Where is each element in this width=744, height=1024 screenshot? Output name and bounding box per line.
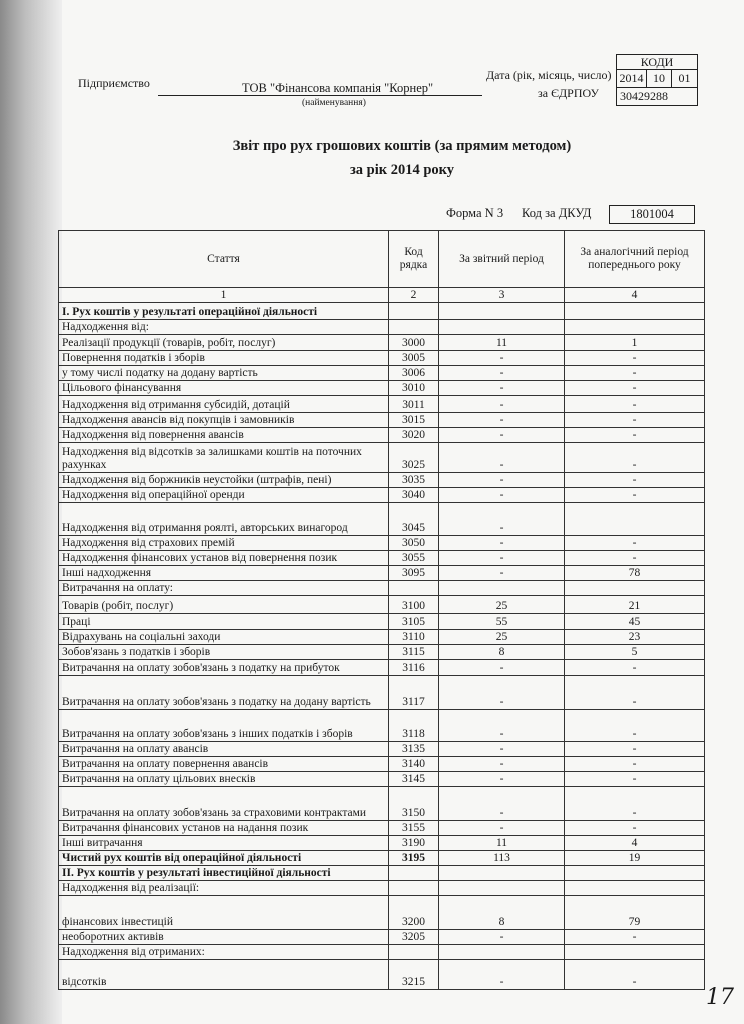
row-code: 3040: [389, 488, 439, 503]
row-previous-value: -: [565, 757, 705, 772]
row-label: Зобов'язань з податків і зборів: [59, 645, 389, 660]
row-current-value: -: [439, 503, 565, 536]
row-previous-value: -: [565, 536, 705, 551]
row-label: Надходження фінансових установ від повернення позик: [59, 551, 389, 566]
row-current-value: -: [439, 351, 565, 366]
row-label: відсотків: [59, 960, 389, 990]
row-previous-value: [565, 503, 705, 536]
row-previous-value: 4: [565, 836, 705, 851]
header-current: За звітний період: [439, 231, 565, 288]
table-row: [59, 930, 705, 945]
row-current-value: -: [439, 787, 565, 821]
edrpou-code: 30429288: [620, 89, 668, 103]
row-previous-value: -: [565, 742, 705, 757]
row-current-value: 8: [439, 896, 565, 930]
row-current-value: -: [439, 413, 565, 428]
row-previous-value: -: [565, 660, 705, 676]
row-label: Витрачання на оплату:: [59, 581, 389, 596]
row-previous-value: -: [565, 413, 705, 428]
row-current-value: -: [439, 566, 565, 581]
table-row: [59, 896, 705, 930]
table-row: [59, 945, 705, 960]
column-number: 2: [389, 288, 439, 303]
row-current-value: 55: [439, 614, 565, 630]
date-year: 2014: [617, 70, 647, 88]
date-label: Дата (рік, місяць, число): [486, 68, 612, 82]
row-label: Надходження від:: [59, 320, 389, 335]
row-label: Витрачання фінансових установ на надання позик: [59, 821, 389, 836]
row-current-value: -: [439, 710, 565, 742]
table-row: [59, 366, 705, 381]
row-current-value: -: [439, 488, 565, 503]
row-previous-value: -: [565, 473, 705, 488]
row-current-value: -: [439, 676, 565, 710]
column-number-row: [59, 288, 705, 303]
row-current-value: -: [439, 536, 565, 551]
row-code: [389, 881, 439, 896]
row-current-value: -: [439, 551, 565, 566]
row-previous-value: [565, 303, 705, 320]
table-row: [59, 503, 705, 536]
table-row: [59, 396, 705, 413]
row-label: Повернення податків і зборів: [59, 351, 389, 366]
row-code: [389, 945, 439, 960]
row-label: Реалізації продукції (товарів, робіт, послуг): [59, 335, 389, 351]
row-label: Товарів (робіт, послуг): [59, 596, 389, 614]
row-current-value: [439, 945, 565, 960]
row-label: Надходження від страхових премій: [59, 536, 389, 551]
row-code: 3025: [389, 443, 439, 473]
row-code: 3116: [389, 660, 439, 676]
row-previous-value: -: [565, 821, 705, 836]
row-previous-value: -: [565, 676, 705, 710]
row-label: фінансових інвестицій: [59, 896, 389, 930]
company-name: ТОВ "Фінансова компанія "Корнер": [242, 81, 434, 95]
dkud-code: 1801004: [609, 205, 695, 224]
table-row: [59, 488, 705, 503]
row-label: I. Рух коштів у результаті операційної діяльності: [59, 303, 389, 320]
row-current-value: -: [439, 428, 565, 443]
row-previous-value: 79: [565, 896, 705, 930]
row-current-value: -: [439, 443, 565, 473]
row-current-value: 25: [439, 596, 565, 614]
table-row: [59, 836, 705, 851]
table-row: [59, 443, 705, 473]
row-label: Надходження від боржників неустойки (штрафів, пені): [59, 473, 389, 488]
row-code: 3205: [389, 930, 439, 945]
row-current-value: -: [439, 366, 565, 381]
row-label: Інші надходження: [59, 566, 389, 581]
row-label: Витрачання на оплату повернення авансів: [59, 757, 389, 772]
row-label: Витрачання на оплату авансів: [59, 742, 389, 757]
row-previous-value: -: [565, 488, 705, 503]
row-previous-value: -: [565, 428, 705, 443]
row-code: 3195: [389, 851, 439, 866]
table-row: [59, 335, 705, 351]
row-code: 3140: [389, 757, 439, 772]
row-code: 3115: [389, 645, 439, 660]
row-code: 3155: [389, 821, 439, 836]
row-current-value: -: [439, 757, 565, 772]
table-row: [59, 351, 705, 366]
row-label: Відрахувань на соціальні заходи: [59, 630, 389, 645]
row-current-value: [439, 866, 565, 881]
row-code: 3190: [389, 836, 439, 851]
row-current-value: -: [439, 821, 565, 836]
row-code: 3145: [389, 772, 439, 787]
row-code: 3000: [389, 335, 439, 351]
row-previous-value: -: [565, 381, 705, 396]
table-row: [59, 660, 705, 676]
table-row: [59, 596, 705, 614]
row-label: Надходження від повернення авансів: [59, 428, 389, 443]
row-code: 3015: [389, 413, 439, 428]
row-code: 3011: [389, 396, 439, 413]
column-number: 4: [565, 288, 705, 303]
row-code: 3020: [389, 428, 439, 443]
row-label: Чистий рух коштів від операційної діяльності: [59, 851, 389, 866]
row-code: 3050: [389, 536, 439, 551]
company-name-underline: [158, 95, 482, 96]
table-header-row: [59, 231, 705, 288]
table-row: [59, 851, 705, 866]
row-current-value: -: [439, 473, 565, 488]
edrpou-label: за ЄДРПОУ: [538, 86, 600, 100]
codes-box: [616, 54, 698, 106]
row-label: необоротних активів: [59, 930, 389, 945]
row-code: 3010: [389, 381, 439, 396]
column-number: 3: [439, 288, 565, 303]
row-current-value: 25: [439, 630, 565, 645]
table-row: [59, 742, 705, 757]
date-day: 01: [672, 70, 697, 88]
row-code: 3006: [389, 366, 439, 381]
name-caption: (найменування): [302, 98, 366, 108]
row-previous-value: -: [565, 710, 705, 742]
row-code: [389, 303, 439, 320]
table-row: [59, 581, 705, 596]
row-previous-value: [565, 320, 705, 335]
row-label: Надходження від отриманих:: [59, 945, 389, 960]
row-code: 3005: [389, 351, 439, 366]
cash-flow-table: [58, 230, 705, 990]
header-article: Стаття: [59, 231, 389, 288]
row-label: Праці: [59, 614, 389, 630]
row-code: 3150: [389, 787, 439, 821]
row-code: 3200: [389, 896, 439, 930]
row-previous-value: -: [565, 787, 705, 821]
table-row: [59, 772, 705, 787]
row-label: у тому числі податку на додану вартість: [59, 366, 389, 381]
table-row: [59, 960, 705, 990]
header-code: Код рядка: [389, 231, 439, 288]
dkud-label: Код за ДКУД: [522, 206, 592, 220]
row-previous-value: -: [565, 930, 705, 945]
row-previous-value: 5: [565, 645, 705, 660]
row-label: Витрачання на оплату зобов'язань з інших податків і зборів: [59, 710, 389, 742]
row-code: 3117: [389, 676, 439, 710]
table-row: [59, 614, 705, 630]
row-code: 3055: [389, 551, 439, 566]
row-previous-value: [565, 581, 705, 596]
row-code: 3035: [389, 473, 439, 488]
row-current-value: 8: [439, 645, 565, 660]
table-row: [59, 821, 705, 836]
column-number: 1: [59, 288, 389, 303]
table-row: [59, 881, 705, 896]
row-current-value: -: [439, 381, 565, 396]
row-label: Витрачання на оплату цільових внесків: [59, 772, 389, 787]
row-code: 3118: [389, 710, 439, 742]
row-label: II. Рух коштів у результаті інвестиційної діяльності: [59, 866, 389, 881]
table-row: [59, 757, 705, 772]
row-previous-value: 21: [565, 596, 705, 614]
table-row: [59, 710, 705, 742]
row-previous-value: 23: [565, 630, 705, 645]
row-current-value: -: [439, 772, 565, 787]
table-row: [59, 413, 705, 428]
table-row: [59, 473, 705, 488]
form-label: Форма N 3: [446, 206, 504, 220]
table-row: [59, 303, 705, 320]
table-row: [59, 645, 705, 660]
row-previous-value: 78: [565, 566, 705, 581]
table-row: [59, 566, 705, 581]
row-label: Надходження від реалізації:: [59, 881, 389, 896]
row-current-value: -: [439, 930, 565, 945]
row-previous-value: -: [565, 396, 705, 413]
row-code: 3105: [389, 614, 439, 630]
row-current-value: 113: [439, 851, 565, 866]
row-previous-value: -: [565, 366, 705, 381]
row-label: Витрачання на оплату зобов'язань з податку на додану вартість: [59, 676, 389, 710]
handwritten-page-number: 17: [706, 985, 734, 1010]
row-code: 3135: [389, 742, 439, 757]
table-row: [59, 551, 705, 566]
binding-shadow: [0, 0, 62, 1024]
table-row: [59, 676, 705, 710]
row-current-value: -: [439, 396, 565, 413]
table-row: [59, 381, 705, 396]
row-label: Надходження від отримання роялті, авторських винагород: [59, 503, 389, 536]
row-previous-value: [565, 881, 705, 896]
row-previous-value: [565, 866, 705, 881]
row-previous-value: 1: [565, 335, 705, 351]
row-label: Надходження від отримання субсидій, дотацій: [59, 396, 389, 413]
table-row: [59, 866, 705, 881]
row-label: Надходження від операційної оренди: [59, 488, 389, 503]
date-month: 10: [647, 70, 672, 88]
row-code: [389, 581, 439, 596]
row-code: 3215: [389, 960, 439, 990]
row-code: 3045: [389, 503, 439, 536]
row-previous-value: -: [565, 351, 705, 366]
header-previous: За аналогічний період попереднього року: [565, 231, 705, 288]
row-label: Цільового фінансування: [59, 381, 389, 396]
row-current-value: [439, 881, 565, 896]
row-previous-value: 19: [565, 851, 705, 866]
row-label: Інші витрачання: [59, 836, 389, 851]
row-current-value: -: [439, 742, 565, 757]
row-current-value: [439, 303, 565, 320]
row-previous-value: -: [565, 551, 705, 566]
row-code: 3095: [389, 566, 439, 581]
table-row: [59, 536, 705, 551]
row-previous-value: -: [565, 443, 705, 473]
row-label: Витрачання на оплату зобов'язань з податку на прибуток: [59, 660, 389, 676]
row-current-value: [439, 581, 565, 596]
row-code: 3100: [389, 596, 439, 614]
row-previous-value: 45: [565, 614, 705, 630]
row-previous-value: -: [565, 772, 705, 787]
row-label: Витрачання на оплату зобов'язань за страховими контрактами: [59, 787, 389, 821]
row-code: 3110: [389, 630, 439, 645]
enterprise-label: Підприємство: [78, 76, 150, 90]
report-period: за рік 2014 року: [349, 162, 455, 178]
row-code: [389, 320, 439, 335]
row-label: Надходження від відсотків за залишками коштів на поточних рахунках: [59, 443, 389, 473]
table-row: [59, 320, 705, 335]
row-previous-value: [565, 945, 705, 960]
row-current-value: -: [439, 960, 565, 990]
table-row: [59, 428, 705, 443]
table-row: [59, 787, 705, 821]
table-row: [59, 630, 705, 645]
row-previous-value: -: [565, 960, 705, 990]
row-current-value: 11: [439, 335, 565, 351]
row-code: [389, 866, 439, 881]
row-label: Надходження авансів від покупців і замовників: [59, 413, 389, 428]
row-current-value: [439, 320, 565, 335]
row-current-value: -: [439, 660, 565, 676]
row-current-value: 11: [439, 836, 565, 851]
codes-title: КОДИ: [617, 55, 697, 70]
report-title: Звіт про рух грошових коштів (за прямим методом): [232, 138, 572, 154]
